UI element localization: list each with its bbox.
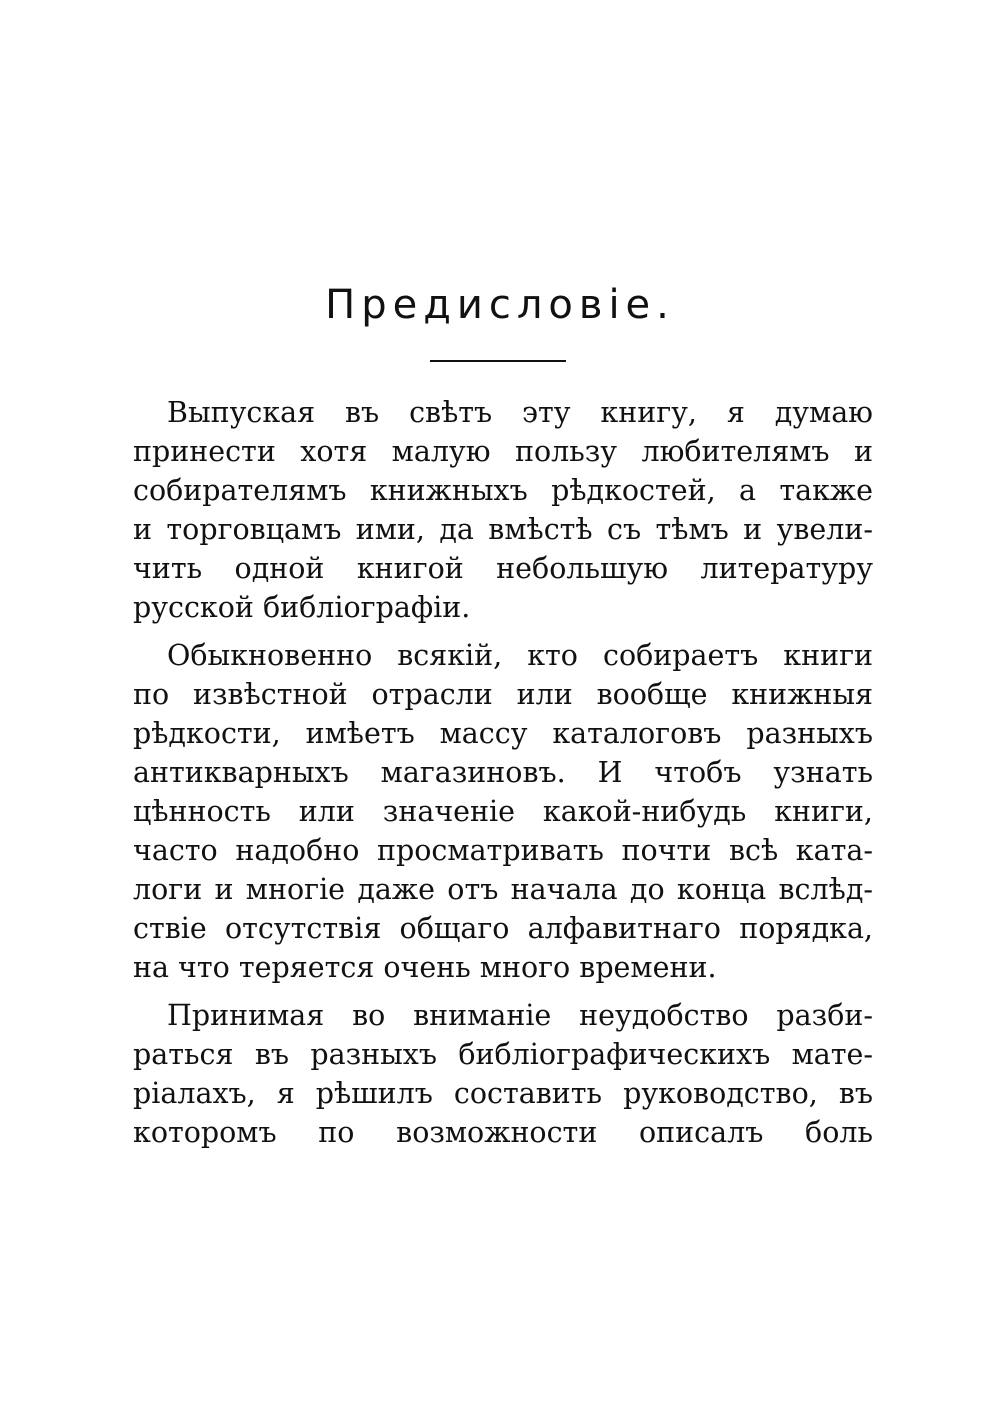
text-line: русской библіографіи. (133, 591, 471, 624)
text-line: принести хотя малую пользу любителямъ и (133, 435, 873, 468)
text-line: чить одной книгой небольшую литературу (133, 552, 873, 585)
text-line: по извѣстной отрасли или вообще книжныя (133, 678, 873, 711)
text-line: ріалахъ, я рѣшилъ составить руководство, въ (133, 1077, 873, 1110)
text-line: на что теряется очень много времени. (133, 951, 717, 984)
text-line: раться въ разныхъ библіографическихъ мате- (133, 1038, 873, 1071)
text-line: Выпуская въ свѣтъ эту книгу, я думаю (167, 396, 873, 429)
text-line: и торговцамъ ими, да вмѣстѣ съ тѣмъ и увели- (133, 513, 873, 546)
body-text (133, 393, 873, 1152)
text-line: Обыкновенно всякій, кто собираетъ книги (167, 639, 873, 672)
text-line: собирателямъ книжныхъ рѣдкостей, а также (133, 474, 873, 507)
text-line: логи и многіе даже отъ начала до конца вслѣд- (133, 873, 873, 906)
text-line: антикварныхъ магазиновъ. И чтобъ узнать (133, 756, 873, 789)
text-line: рѣдкости, имѣетъ массу каталоговъ разныхъ (133, 717, 873, 750)
text-line: Принимая во вниманіе неудобство разби- (167, 999, 873, 1032)
text-line: которомъ по возможности описалъ боль (133, 1116, 873, 1149)
paragraph (133, 996, 873, 1152)
page-title: Предисловіе. (325, 282, 675, 328)
title-divider (430, 360, 566, 362)
text-line: цѣнность или значеніе какой-нибудь книги, (133, 795, 873, 828)
text-line: ствіе отсутствія общаго алфавитнаго порядка, (133, 912, 873, 945)
text-line: часто надобно просматривать почти всѣ ката- (133, 834, 873, 867)
paragraph (133, 393, 873, 627)
paragraph (133, 636, 873, 987)
